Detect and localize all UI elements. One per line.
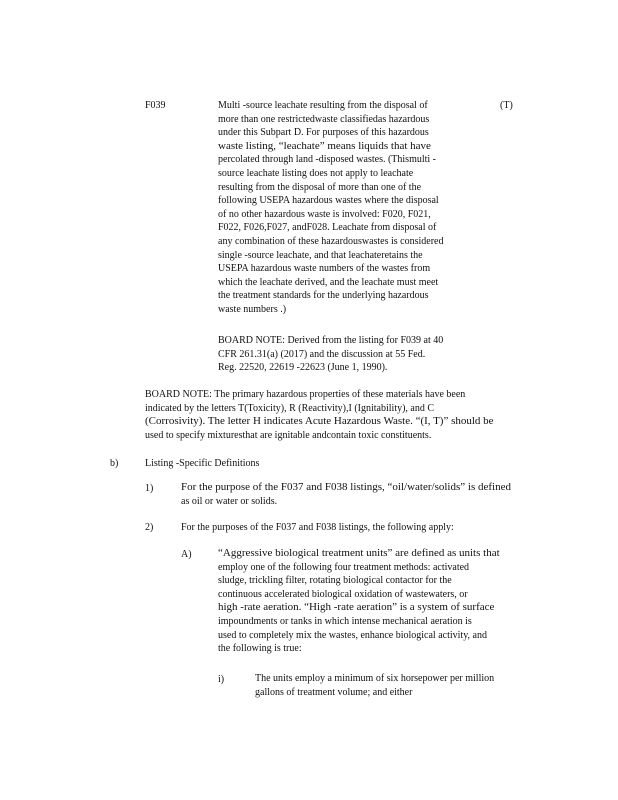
item-a-text (218, 547, 540, 656)
item-label: i) (218, 674, 225, 685)
text-line: used to specify mixturesthat are ignitable andcontain toxic constituents. (145, 429, 432, 441)
text-line: waste numbers .) (218, 303, 287, 315)
text-line: Multi -source leachate resulting from the disposal of (218, 100, 428, 111)
f039-description (218, 99, 490, 317)
board-note (145, 388, 537, 442)
item-i-text (255, 672, 539, 699)
section-label: b) (110, 458, 119, 469)
text-line: For the purposes of the F037 and F038 listings, the following apply: (181, 522, 454, 533)
text-line: BOARD NOTE: The primary hazardous properties of these materials have been (145, 389, 466, 400)
text-line: CFR 261.31(a) (2017) and the discussion at 55 Fed. (218, 348, 426, 360)
text-line: used to completely mix the wastes, enhance biological activity, and (218, 629, 487, 641)
text-line: waste listing, “leachate” means liquids that have (218, 139, 431, 152)
section-title: Listing -Specific Definitions (145, 458, 260, 469)
text-line: indicated by the letters T(Toxicity), R (Reactivity),I (Ignitability), and C (145, 402, 435, 414)
text-line: single -source leachate, and that leachateretains the (218, 249, 423, 261)
text-line: which the leachate derived, and the leachate must meet (218, 276, 439, 288)
text-line: The units employ a minimum of six horsepower per million (255, 673, 495, 684)
text-line: F022, F026,F027, andF028. Leachate from disposal of (218, 222, 437, 234)
text-line: For the purpose of the F037 and F038 listings, “oil/water/solids” is defined (181, 481, 511, 493)
text-line: resulting from the disposal of more than one of the (218, 181, 422, 193)
text-line: high -rate aeration. “High -rate aeration” is a system of surface (218, 601, 495, 614)
text-line: of no other hazardous waste is involved: F020, F021, (218, 208, 431, 220)
text-line: continuous accelerated biological oxidation of wastewaters, or (218, 588, 468, 600)
text-line: any combination of these hazardouswastes is considered (218, 235, 444, 247)
waste-code: F039 (145, 100, 166, 111)
text-line: the following is true: (218, 643, 302, 655)
item-label: 1) (145, 483, 154, 494)
text-line: Reg. 22520, 22619 -22623 (June 1, 1990). (218, 362, 388, 374)
text-line: gallons of treatment volume; and either (255, 686, 413, 698)
text-line: sludge, trickling filter, rotating biological contactor for the (218, 575, 452, 587)
item-2-text (181, 521, 539, 535)
text-line: impoundments or tanks in which intense mechanical aeration is (218, 615, 472, 627)
hazard-code: (T) (500, 100, 513, 111)
text-line: following USEPA hazardous wastes where the disposal (218, 195, 439, 207)
text-line: “Aggressive biological treatment units” are defined as units that (218, 547, 500, 559)
text-line: percolated through land -disposed wastes. (Thismulti - (218, 154, 437, 166)
text-line: USEPA hazardous waste numbers of the wastes from (218, 263, 431, 275)
text-line: the treatment standards for the underlying hazardous (218, 290, 429, 302)
text-line: BOARD NOTE: Derived from the listing for F039 at 40 (218, 335, 444, 346)
item-label: 2) (145, 522, 154, 533)
text-line: employ one of the following four treatment methods: activated (218, 561, 470, 573)
item-label: A) (181, 549, 192, 560)
text-line: more than one restrictedwaste classifiedas hazardous (218, 113, 430, 125)
text-line: source leachate listing does not apply to leachate (218, 167, 414, 179)
item-1-text (181, 481, 539, 508)
text-line: under this Subpart D. For purposes of this hazardous (218, 127, 429, 139)
text-line: as oil or water or solids. (181, 495, 278, 507)
text-line: (Corrosivity). The letter H indicates Acute Hazardous Waste. “(I, T)” should be (145, 415, 494, 428)
f039-board-note (218, 334, 490, 375)
